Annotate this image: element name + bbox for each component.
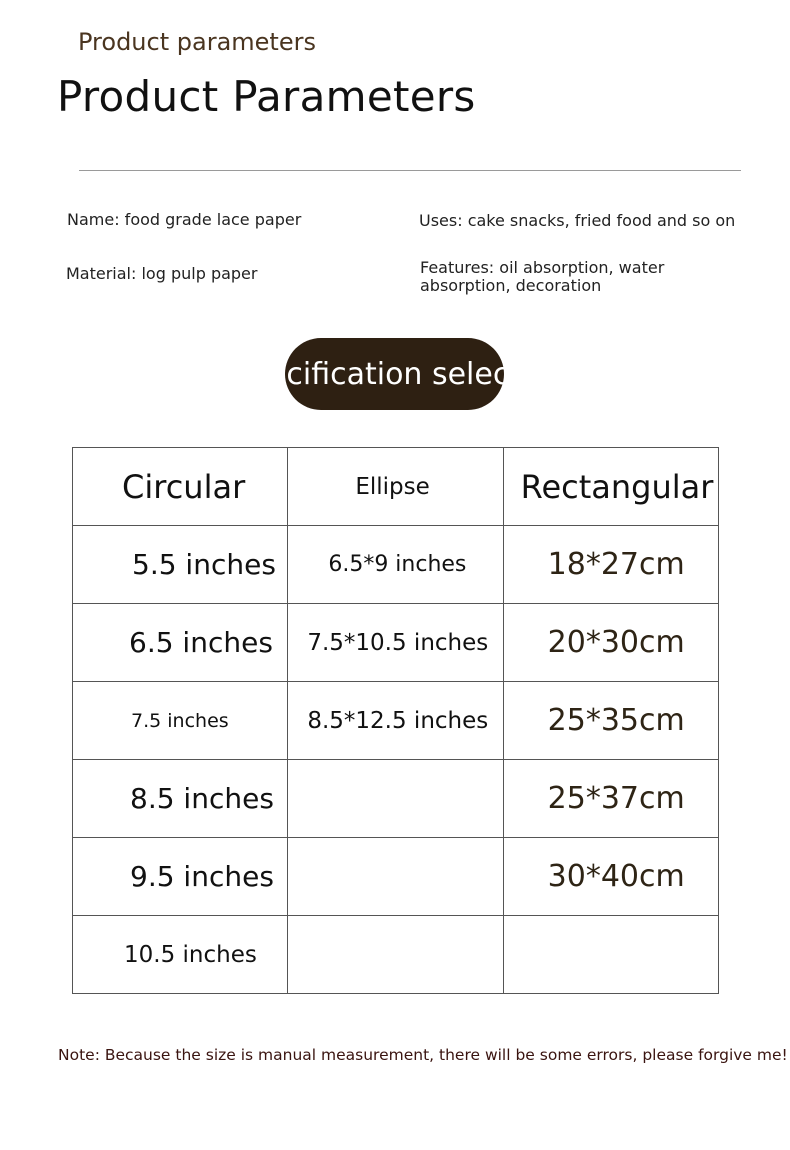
- table-cell: 6.5 inches: [73, 604, 288, 682]
- table-row: [73, 682, 719, 760]
- table-cell: 5.5 inches: [73, 526, 288, 604]
- header-cell-circular: Circular: [73, 448, 288, 526]
- table-cell: 25*37cm: [503, 760, 718, 838]
- specification-select-button[interactable]: [267, 338, 522, 410]
- table-cell: [288, 916, 503, 994]
- table-cell: 25*35cm: [503, 682, 718, 760]
- divider: [79, 170, 741, 171]
- size-table: [72, 447, 719, 994]
- info-features: Features: oil absorption, water absorption, decoration: [420, 258, 665, 295]
- section-subtitle: Product parameters: [78, 28, 316, 56]
- specification-select-label: ecification select: [267, 356, 522, 392]
- page-title: Product Parameters: [57, 72, 476, 121]
- table-cell: 10.5 inches: [73, 916, 288, 994]
- table-cell: 9.5 inches: [73, 838, 288, 916]
- info-name: Name: food grade lace paper: [67, 210, 302, 229]
- table-cell: 6.5*9 inches: [288, 526, 503, 604]
- header-cell-ellipse: Ellipse: [288, 448, 503, 526]
- table-row: [73, 838, 719, 916]
- table-row: [73, 760, 719, 838]
- info-material: Material: log pulp paper: [66, 264, 258, 283]
- table-cell: 18*27cm: [503, 526, 718, 604]
- table-cell: 8.5 inches: [73, 760, 288, 838]
- table-cell: 7.5*10.5 inches: [288, 604, 503, 682]
- footnote: Note: Because the size is manual measurement, there will be some errors, please forgive me!: [58, 1046, 788, 1064]
- info-uses: Uses: cake snacks, fried food and so on: [419, 211, 736, 230]
- table-cell: [288, 838, 503, 916]
- table-cell: 8.5*12.5 inches: [288, 682, 503, 760]
- table-row: [73, 604, 719, 682]
- table-cell: 30*40cm: [503, 838, 718, 916]
- table-cell: [503, 916, 718, 994]
- header-cell-rectangular: Rectangular: [503, 448, 718, 526]
- table-row: [73, 526, 719, 604]
- table-cell: 7.5 inches: [73, 682, 288, 760]
- table-cell: [288, 760, 503, 838]
- table-header-row: [73, 448, 719, 526]
- table-row: [73, 916, 719, 994]
- table-cell: 20*30cm: [503, 604, 718, 682]
